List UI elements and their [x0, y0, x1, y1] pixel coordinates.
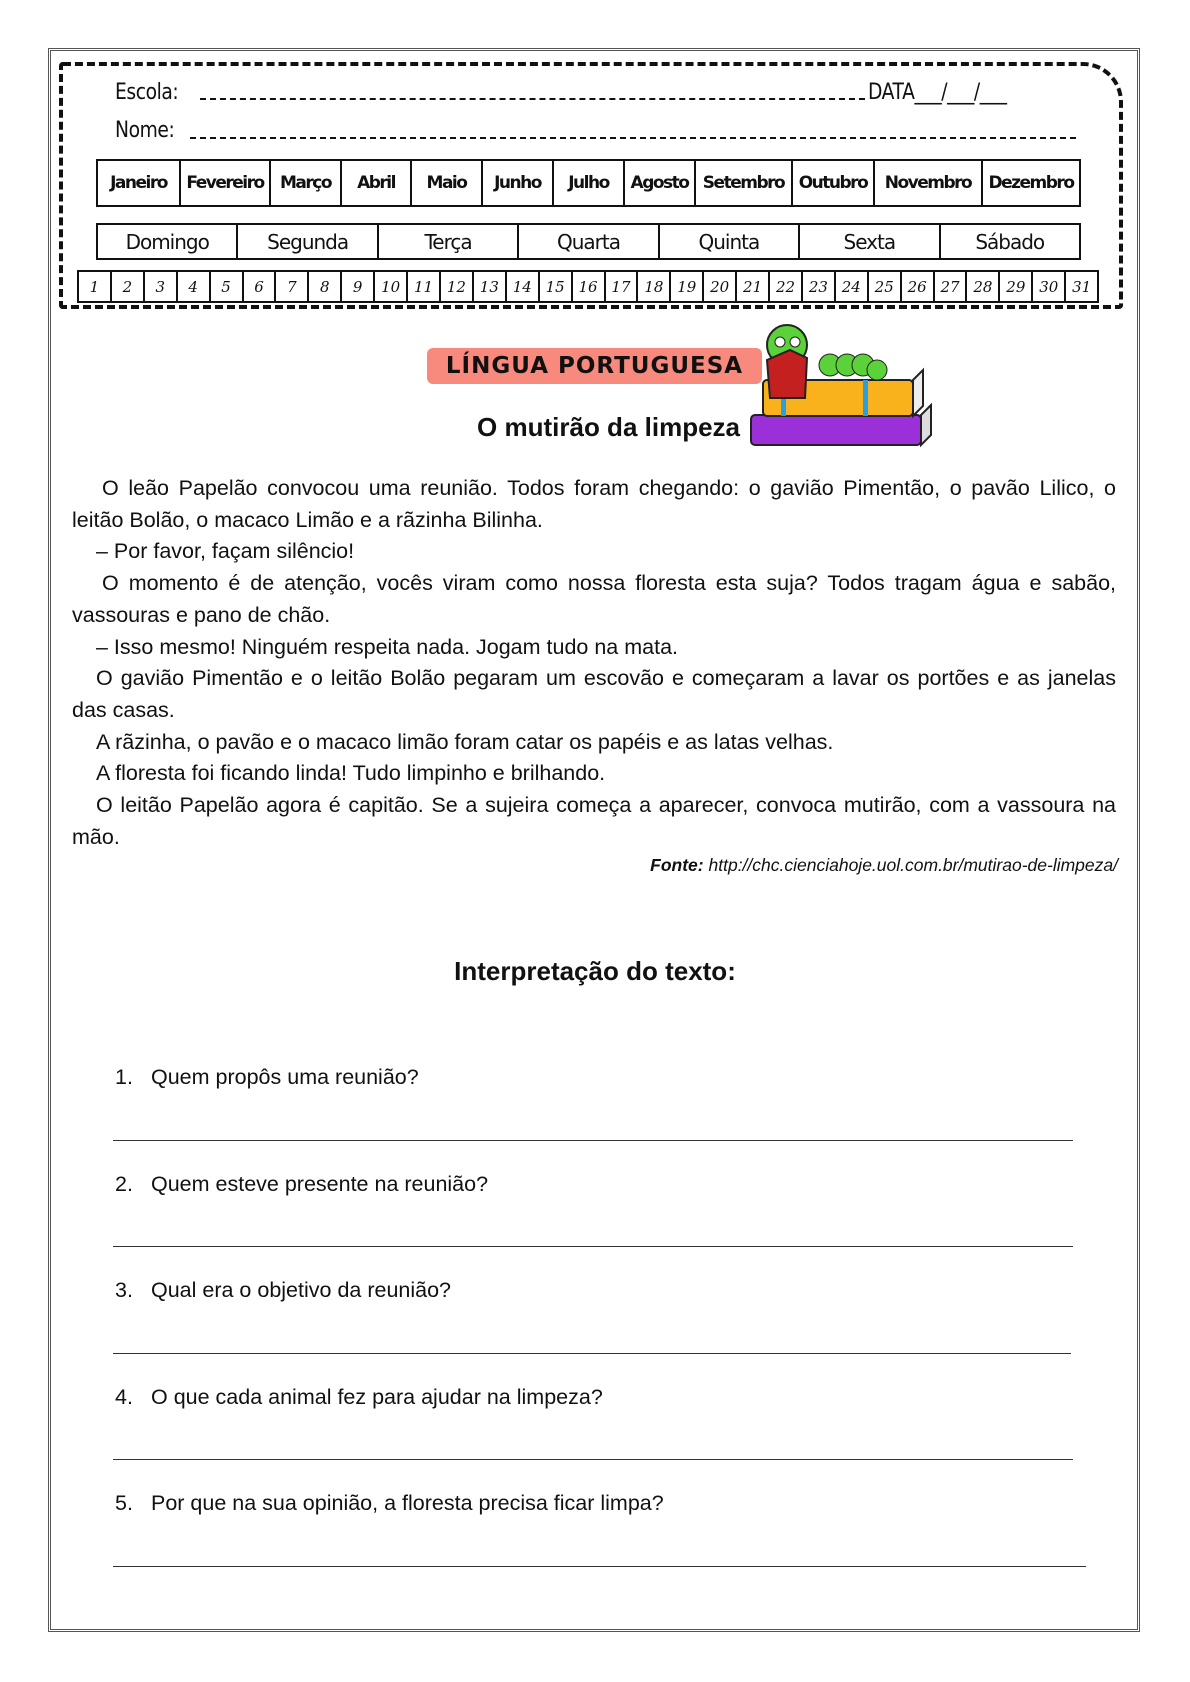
source-url[interactable]: http://chc.cienciahoje.uol.com.br/mutirao-de-limpeza/ [708, 855, 1118, 875]
day-number-cell[interactable]: 12 [441, 272, 474, 301]
day-number-cell[interactable]: 24 [836, 272, 869, 301]
day-number-cell[interactable]: 9 [342, 272, 375, 301]
day-number-cell[interactable]: 26 [902, 272, 935, 301]
question-text: Qual era o objetivo da reunião? [151, 1278, 452, 1302]
bookworm-illustration [745, 320, 937, 457]
day-number-cell[interactable]: 20 [704, 272, 737, 301]
question-number: 4. [115, 1385, 133, 1409]
day-number-cell[interactable]: 6 [244, 272, 277, 301]
day-number-cell[interactable]: 11 [408, 272, 441, 301]
day-number-cell[interactable]: 17 [606, 272, 639, 301]
day-number-cell[interactable]: 15 [540, 272, 573, 301]
question-text: Por que na sua opinião, a floresta precisa ficar limpa? [151, 1491, 664, 1515]
month-cell[interactable]: Fevereiro [181, 161, 271, 205]
month-cell[interactable]: Agosto [625, 161, 696, 205]
weekday-cell[interactable]: Sábado [975, 229, 1045, 254]
answer-line-4[interactable] [113, 1459, 1073, 1460]
paragraph: A floresta foi ficando linda! Tudo limpinho e brilhando. [96, 761, 606, 786]
source-citation [650, 855, 1118, 876]
question-3 [115, 1278, 451, 1303]
answer-line-5[interactable] [113, 1566, 1086, 1567]
paragraph: O leitão Papelão agora é capitão. Se a sujeira começa a aparecer, convoca mutirão, com a vassoura na mão. [72, 793, 1116, 849]
day-number-cell[interactable]: 4 [178, 272, 211, 301]
month-cell[interactable]: Julho [554, 161, 625, 205]
answer-line-1[interactable] [113, 1140, 1073, 1141]
month-cell[interactable]: Outubro [793, 161, 875, 205]
answer-line-2[interactable] [113, 1246, 1073, 1247]
paragraph: O leão Papelão convocou uma reunião. Todos foram chegando: o gavião Pimentão, o pavão Lilico, o leitão Bolão, o macaco Limão e a rãzinha Bilinha. [72, 476, 1116, 532]
day-number-cell[interactable]: 10 [375, 272, 408, 301]
question-5 [115, 1491, 664, 1516]
section-title: Interpretação do texto: [454, 956, 736, 986]
question-number: 2. [115, 1172, 133, 1196]
day-number-cell[interactable]: 30 [1033, 272, 1066, 301]
month-cell[interactable]: Maio [412, 161, 483, 205]
escola-label: Escola: [115, 80, 179, 105]
paragraph: O gavião Pimentão e o leitão Bolão pegaram um escovão e começaram a lavar os portões e as janelas das casas. [72, 666, 1116, 722]
day-number-cell[interactable]: 21 [737, 272, 770, 301]
nome-field[interactable] [190, 137, 1076, 139]
day-number-cell[interactable]: 7 [276, 272, 309, 301]
day-number-cell[interactable]: 31 [1072, 277, 1092, 296]
weekday-cell[interactable]: Sexta [800, 225, 940, 258]
day-number-cell[interactable]: 28 [967, 272, 1000, 301]
paragraph: O momento é de atenção, vocês viram como nossa floresta esta suja? Todos tragam água e sabão, vassouras e pano de chão. [72, 571, 1116, 627]
question-text: Quem esteve presente na reunião? [151, 1172, 489, 1196]
day-number-cell[interactable]: 29 [1000, 272, 1033, 301]
subject-label: LÍNGUA PORTUGUESA [427, 348, 762, 384]
question-4 [115, 1385, 603, 1410]
months-row [96, 159, 1081, 207]
question-number: 1. [115, 1065, 133, 1089]
text-title: O mutirão da limpeza [477, 412, 740, 442]
paragraph: A rãzinha, o pavão e o macaco limão foram catar os papéis e as latas velhas. [96, 729, 834, 754]
question-1 [115, 1065, 419, 1090]
day-number-cell[interactable]: 16 [573, 272, 606, 301]
day-number-cell[interactable]: 8 [309, 272, 342, 301]
day-number-cell[interactable]: 23 [803, 272, 836, 301]
question-text: Quem propôs uma reunião? [151, 1065, 419, 1089]
weekday-cell[interactable]: Terça [379, 225, 519, 258]
month-cell[interactable]: Junho [483, 161, 554, 205]
month-cell[interactable]: Setembro [696, 161, 793, 205]
story-text [72, 473, 1116, 853]
paragraph: – Por favor, façam silêncio! [96, 539, 355, 564]
day-number-cell[interactable]: 14 [507, 272, 540, 301]
month-cell[interactable]: Março [271, 161, 342, 205]
month-cell[interactable]: Abril [342, 161, 412, 205]
weekday-cell[interactable]: Segunda [238, 225, 378, 258]
day-number-cell[interactable]: 22 [770, 272, 803, 301]
day-number-cell[interactable]: 5 [211, 272, 244, 301]
answer-line-3[interactable] [113, 1353, 1071, 1354]
month-cell[interactable]: Janeiro [98, 161, 181, 205]
day-number-cell[interactable]: 3 [145, 272, 178, 301]
question-2 [115, 1172, 488, 1197]
source-label: Fonte: [650, 855, 704, 875]
day-number-cell[interactable]: 25 [869, 272, 902, 301]
question-number: 5. [115, 1491, 133, 1515]
month-cell[interactable]: Dezembro [988, 173, 1074, 193]
escola-field[interactable] [200, 98, 865, 100]
day-numbers-row [77, 270, 1099, 303]
weekday-cell[interactable]: Quarta [519, 225, 659, 258]
question-text: O que cada animal fez para ajudar na limpeza? [151, 1385, 603, 1409]
question-number: 3. [115, 1278, 133, 1302]
day-number-cell[interactable]: 27 [935, 272, 968, 301]
date-label[interactable]: DATA___/___/___ [868, 80, 1007, 105]
nome-label: Nome: [115, 118, 175, 143]
day-number-cell[interactable]: 19 [671, 272, 704, 301]
day-number-cell[interactable]: 2 [112, 272, 145, 301]
weekday-cell[interactable]: Domingo [98, 225, 238, 258]
weekday-cell[interactable]: Quinta [660, 225, 800, 258]
weekdays-row [96, 223, 1081, 260]
month-cell[interactable]: Novembro [875, 161, 983, 205]
day-number-cell[interactable]: 18 [638, 272, 671, 301]
day-number-cell[interactable]: 13 [474, 272, 507, 301]
day-number-cell[interactable]: 1 [79, 272, 112, 301]
paragraph: – Isso mesmo! Ninguém respeita nada. Jogam tudo na mata. [96, 634, 679, 659]
